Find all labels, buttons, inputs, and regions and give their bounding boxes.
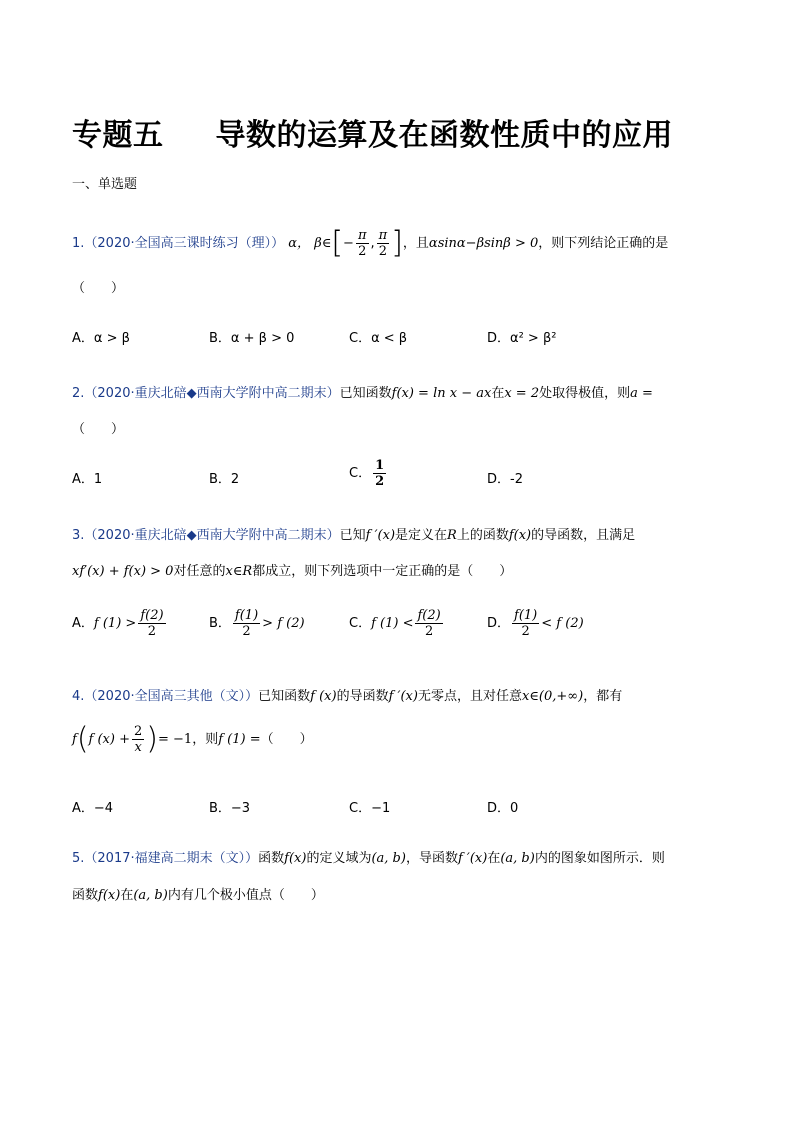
q3-text-5: 对任意的 xyxy=(173,564,226,579)
q5-stem-line2 xyxy=(72,884,324,903)
q4-option-c: C．−1 xyxy=(349,801,391,816)
q3-text-3: 上的函数 xyxy=(456,528,509,543)
q1-alpha: α， xyxy=(288,236,311,251)
q1-beta-in: β∈ xyxy=(314,236,332,251)
q5-text-5: 内的图象如图所示．则 xyxy=(534,851,665,866)
q4-text-1: 已知函数 xyxy=(258,689,311,704)
q4-fx: f (x) xyxy=(310,689,337,704)
q5-stem-line1 xyxy=(72,847,665,866)
q4-lparen: ( xyxy=(76,721,89,757)
q5-ab-2: (a, b) xyxy=(500,851,535,866)
q1-option-d: D．α² > β² xyxy=(487,331,557,346)
q2-paren: （ ） xyxy=(72,422,125,437)
q4-text-4: ，都有 xyxy=(583,689,623,704)
q5-ab-3: (a, b) xyxy=(133,888,168,903)
q1-lbracket: [ xyxy=(331,225,344,261)
title-main: 专题五 xyxy=(72,118,164,153)
q4-option-d: D．0 xyxy=(487,801,519,816)
q3-text-4: 的导函数，且满足 xyxy=(531,528,636,543)
q5-ab: (a, b) xyxy=(371,851,406,866)
q5-fx-2: f(x) xyxy=(98,888,121,903)
q2-option-c: C． $\frac{1}{2}$ xyxy=(349,458,385,489)
q3-condition: xf′(x) + f(x) > 0 xyxy=(72,564,174,579)
q5-source: （2017·福建高二期末（文）） xyxy=(84,851,259,866)
q1-stem xyxy=(72,225,669,261)
q3-text-1: 已知 xyxy=(339,528,366,543)
q3-option-d: D． $\frac{f(1)}{2}$ < f (2) xyxy=(487,608,584,639)
q1-comma: , xyxy=(370,236,375,251)
q4-stem-line1 xyxy=(72,685,622,704)
q2-x-value: x = 2 xyxy=(504,386,540,401)
q3-stem-line1 xyxy=(72,524,635,543)
q3-number: 3. xyxy=(72,528,85,543)
q4-f1: f (1) = xyxy=(218,732,261,747)
q2-number: 2. xyxy=(72,386,85,401)
q4-domain: x∈(0,+∞) xyxy=(521,689,584,704)
q1-cond-post: ，则下列结论正确的是 xyxy=(538,236,669,251)
q3-option-a: A．f (1) > $\frac{f(2)}{2}$ xyxy=(72,608,164,639)
q4-text-3: 无零点，且对任意 xyxy=(417,689,522,704)
q5-fx: f(x) xyxy=(284,851,307,866)
q1-frac-pi: $\frac{\pi}{2}$ xyxy=(378,228,388,259)
q1-option-a: A．α > β xyxy=(72,331,130,346)
q4-fprime: f ′(x) xyxy=(388,689,418,704)
q4-option-b: B．−3 xyxy=(209,801,251,816)
q4-source: （2020·全国高三其他（文）） xyxy=(84,689,259,704)
q3-fx: f(x) xyxy=(508,528,532,543)
q3-source: （2020·重庆北碚◆西南大学附中高二期末） xyxy=(84,528,340,543)
q5-number: 5. xyxy=(72,851,85,866)
q4-inner: f (x) + xyxy=(88,732,130,747)
q2-option-d: D．-2 xyxy=(487,472,523,487)
q3-text-6: 都成立，则下列选项中一定正确的是（ ） xyxy=(252,564,513,579)
q1-source: （2020·全国高三课时练习（理）） xyxy=(84,236,285,251)
q4-stem-line2 xyxy=(72,721,313,757)
q4-outer-f: f xyxy=(72,732,77,747)
q5-text-7: 在 xyxy=(120,888,134,903)
q1-rbracket: ] xyxy=(391,225,403,261)
q1-number: 1. xyxy=(72,236,85,251)
section-heading: 一、单选题 xyxy=(72,177,138,192)
q5-text-2: 的定义域为 xyxy=(306,851,372,866)
page-title xyxy=(72,110,673,154)
q2-option-b: B．2 xyxy=(209,472,240,487)
q4-paren: （ ） xyxy=(260,732,313,747)
q3-fprime: f ′(x) xyxy=(365,528,396,543)
q4-text-5: ，则 xyxy=(192,732,219,747)
q4-equals: = −1 xyxy=(157,732,193,747)
q3-option-b: B． $\frac{f(1)}{2}$ > f (2) xyxy=(209,608,305,639)
q4-text-2: 的导函数 xyxy=(336,689,389,704)
q2-stem xyxy=(72,382,653,401)
q1-option-b: B．α + β > 0 xyxy=(209,331,295,346)
q5-text-8: 内有几个极小值点（ ） xyxy=(167,888,324,903)
q1-cond-pre: ，且 xyxy=(402,236,429,251)
q4-option-a: A．−4 xyxy=(72,801,114,816)
title-sub: 导数的运算及在函数性质中的应用 xyxy=(215,118,673,153)
q3-text-2: 是定义在 xyxy=(395,528,448,543)
q5-text-4: 在 xyxy=(487,851,501,866)
q2-text-3: 处取得极值，则 xyxy=(539,386,631,401)
q3-x-in-r: x∈R xyxy=(225,564,253,579)
q4-rparen: ) xyxy=(146,721,158,757)
q2-text-1: 已知函数 xyxy=(339,386,392,401)
q2-option-c-frac: $\frac{1}{2}$ xyxy=(375,458,385,489)
q2-source: （2020·重庆北碚◆西南大学附中高二期末） xyxy=(84,386,340,401)
q3-r: R xyxy=(447,528,457,543)
q1-option-c: C．α < β xyxy=(349,331,408,346)
q2-option-a: A．1 xyxy=(72,472,103,487)
q2-function: f(x) = ln x − ax xyxy=(391,386,492,401)
q1-frac-neg-pi: $\frac{\pi}{2}$ xyxy=(357,228,367,259)
q1-condition: αsinα−βsinβ > 0 xyxy=(428,236,539,251)
q3-option-c: C．f (1) < $\frac{f(2)}{2}$ xyxy=(349,608,441,639)
q5-text-1: 函数 xyxy=(258,851,285,866)
q3-stem-line2 xyxy=(72,560,512,579)
q2-text-2: 在 xyxy=(491,386,505,401)
q5-fprime: f ′(x) xyxy=(457,851,488,866)
q4-number: 4. xyxy=(72,689,85,704)
q1-neg: − xyxy=(343,236,354,251)
q4-frac: $\frac{2}{x}$ xyxy=(133,724,143,755)
q5-text-6: 函数 xyxy=(72,888,99,903)
q5-text-3: ，导函数 xyxy=(405,851,458,866)
q2-a: a = xyxy=(630,386,653,401)
q1-paren: （ ） xyxy=(72,281,125,296)
